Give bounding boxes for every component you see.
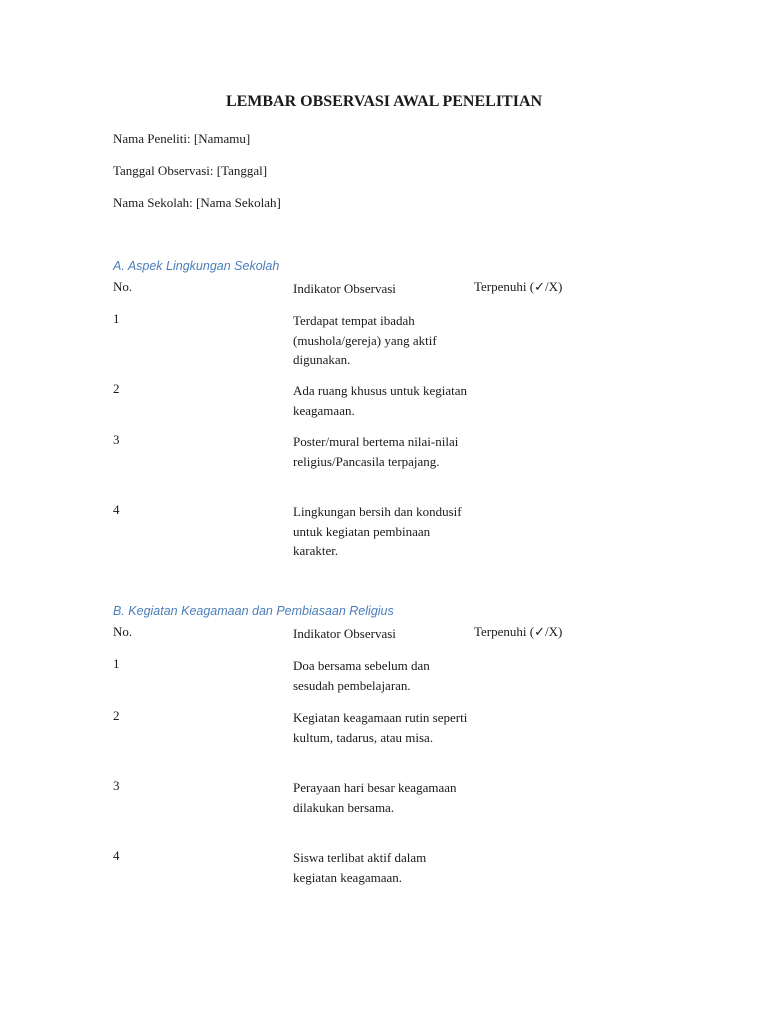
header-indicator: Indikator Observasi	[293, 281, 396, 296]
header-no: No.	[113, 279, 133, 294]
header-fulfilled: Terpenuhi (✓/X)	[474, 279, 563, 294]
observation-date: Tanggal Observasi: [Tanggal]	[113, 163, 268, 178]
row-number: 1	[113, 656, 120, 671]
header-indicator: Indikator Observasi	[293, 626, 396, 641]
row-number: 4	[113, 502, 120, 517]
header-fulfilled: Terpenuhi (✓/X)	[474, 624, 563, 639]
section-a-heading: A. Aspek Lingkungan Sekolah	[113, 259, 280, 273]
row-number: 1	[113, 311, 120, 326]
header-no: No.	[113, 624, 133, 639]
row-indicator: Lingkungan bersih dan kondusif untuk kegiatan pembinaan karakter.	[293, 504, 462, 558]
row-indicator: Kegiatan keagamaan rutin seperti kultum, tadarus, atau misa.	[293, 710, 468, 745]
row-number: 3	[113, 432, 120, 447]
row-number: 3	[113, 778, 120, 793]
researcher-name: Nama Peneliti: [Namamu]	[113, 131, 251, 146]
row-indicator: Doa bersama sebelum dan sesudah pembelajaran.	[293, 658, 430, 693]
row-indicator: Siswa terlibat aktif dalam kegiatan keagamaan.	[293, 850, 427, 885]
row-indicator: Ada ruang khusus untuk kegiatan keagamaan.	[293, 383, 468, 418]
document-title: LEMBAR OBSERVASI AWAL PENELITIAN	[225, 93, 543, 110]
row-indicator: Terdapat tempat ibadah (mushola/gereja) yang aktif digunakan.	[293, 313, 437, 367]
row-number: 2	[113, 381, 120, 396]
row-indicator: Perayaan hari besar keagamaan dilakukan bersama.	[293, 780, 457, 815]
school-name: Nama Sekolah: [Nama Sekolah]	[113, 195, 281, 210]
section-b-heading: B. Kegiatan Keagamaan dan Pembiasaan Religius	[113, 604, 394, 618]
row-indicator: Poster/mural bertema nilai-nilai religius/Pancasila terpajang.	[293, 434, 459, 469]
row-number: 2	[113, 708, 120, 723]
row-number: 4	[113, 848, 120, 863]
